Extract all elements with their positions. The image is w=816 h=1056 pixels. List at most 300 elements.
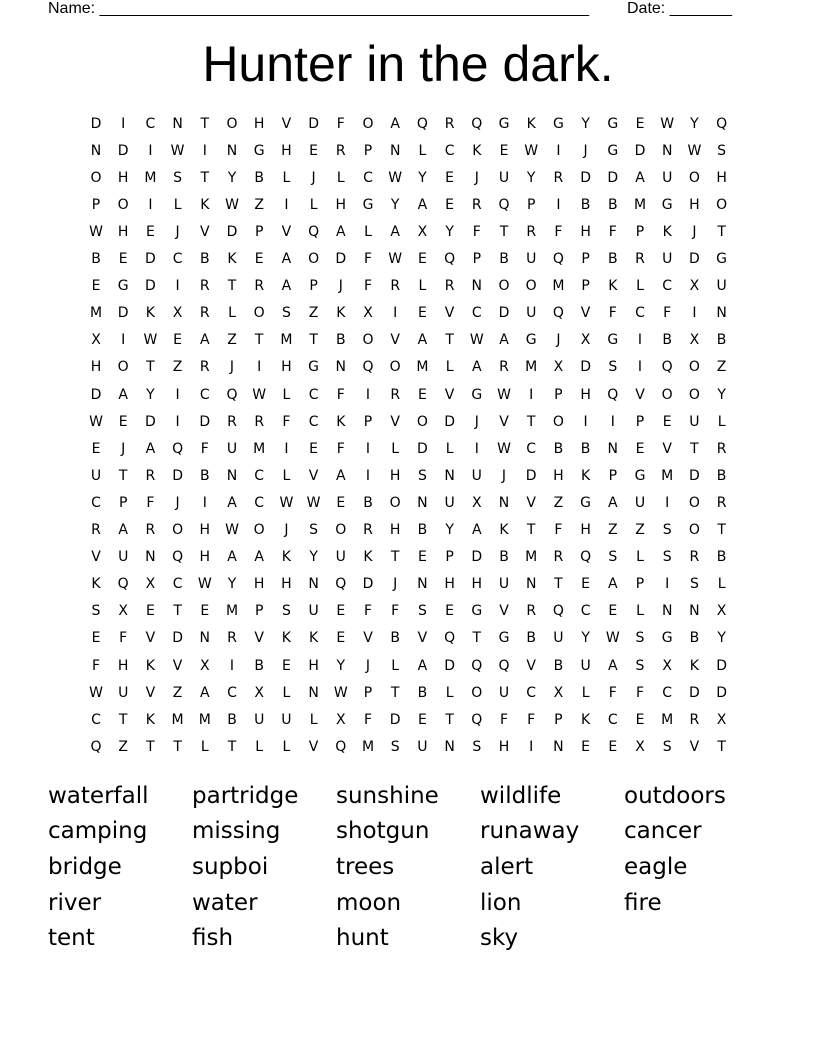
grid-letter: D bbox=[199, 413, 211, 430]
grid-letter: E bbox=[118, 413, 128, 430]
grid-letter: P bbox=[635, 576, 645, 593]
grid-letter: G bbox=[580, 494, 592, 511]
grid-letter: E bbox=[145, 603, 155, 620]
grid-letter: G bbox=[661, 196, 673, 213]
grid-letter: B bbox=[417, 684, 428, 701]
grid-letter: Y bbox=[445, 522, 454, 538]
grid-letter: D bbox=[716, 684, 727, 701]
word-bank-item: trees bbox=[336, 854, 395, 880]
grid-letter: E bbox=[445, 603, 455, 620]
grid-letter: H bbox=[553, 467, 564, 484]
grid-letter: Q bbox=[308, 223, 320, 240]
grid-letter: B bbox=[254, 169, 264, 186]
grid-letter: I bbox=[175, 413, 180, 430]
grid-letter: N bbox=[498, 494, 510, 511]
grid-letter: R bbox=[199, 305, 210, 322]
grid-letter: X bbox=[553, 684, 564, 701]
grid-letter: C bbox=[580, 603, 591, 620]
grid-letter: I bbox=[365, 467, 371, 484]
grid-letter: W bbox=[197, 576, 212, 593]
grid-letter: T bbox=[472, 630, 482, 647]
grid-letter: P bbox=[635, 413, 645, 430]
grid-letter: W bbox=[605, 630, 620, 647]
grid-letter: X bbox=[254, 684, 264, 701]
grid-letter: D bbox=[226, 223, 238, 240]
grid-letter: P bbox=[363, 142, 373, 159]
grid-letter: J bbox=[692, 223, 697, 240]
grid-letter: G bbox=[607, 115, 619, 132]
grid-letter: C bbox=[662, 684, 673, 701]
grid-letter: C bbox=[227, 684, 237, 701]
word-bank-item: tent bbox=[48, 925, 95, 951]
grid-letter: S bbox=[717, 142, 727, 159]
grid-letter: R bbox=[199, 278, 210, 295]
grid-letter: O bbox=[498, 278, 510, 295]
grid-letter: V bbox=[635, 386, 645, 403]
grid-letter: V bbox=[390, 332, 400, 349]
grid-letter: L bbox=[282, 169, 291, 186]
grid-letter: X bbox=[336, 711, 346, 728]
grid-letter: L bbox=[200, 738, 209, 755]
grid-letter: U bbox=[526, 305, 537, 322]
grid-letter: J bbox=[175, 494, 180, 511]
grid-letter: N bbox=[444, 738, 455, 755]
grid-letter: P bbox=[91, 196, 101, 213]
grid-letter: D bbox=[172, 630, 183, 647]
grid-letter: D bbox=[471, 549, 483, 566]
grid-letter: R bbox=[145, 522, 156, 538]
word-bank-item: missing bbox=[192, 818, 281, 844]
grid-letter: L bbox=[336, 169, 345, 186]
grid-letter: E bbox=[608, 603, 618, 620]
grid-letter: M bbox=[633, 196, 647, 213]
grid-letter: A bbox=[281, 251, 292, 267]
grid-letter: G bbox=[607, 142, 619, 159]
grid-letter: O bbox=[362, 332, 374, 349]
grid-letter: J bbox=[365, 657, 371, 674]
grid-letter: D bbox=[145, 251, 156, 267]
grid-letter: V bbox=[200, 223, 210, 240]
grid-letter: N bbox=[553, 738, 564, 755]
grid-letter: B bbox=[689, 630, 700, 647]
word-bank-item: cancer bbox=[624, 818, 702, 844]
grid-letter: C bbox=[199, 386, 210, 403]
grid-letter: Y bbox=[717, 386, 726, 403]
grid-letter: R bbox=[227, 630, 237, 647]
grid-letter: L bbox=[418, 278, 427, 295]
grid-letter: U bbox=[471, 467, 482, 484]
grid-letter: W bbox=[660, 115, 675, 132]
grid-letter: D bbox=[716, 657, 727, 674]
grid-letter: T bbox=[445, 711, 454, 728]
word-bank-item: water bbox=[192, 890, 258, 916]
grid-letter: E bbox=[281, 657, 291, 674]
word-bank-item: fish bbox=[192, 925, 234, 951]
grid-letter: B bbox=[580, 196, 591, 213]
grid-letter: N bbox=[417, 494, 428, 511]
word-bank-item: bridge bbox=[48, 854, 122, 880]
grid-letter: K bbox=[581, 467, 591, 484]
grid-letter: L bbox=[228, 305, 236, 322]
grid-letter: Q bbox=[226, 386, 238, 403]
grid-letter: B bbox=[526, 630, 536, 647]
grid-letter: O bbox=[688, 494, 700, 511]
grid-letter: B bbox=[254, 657, 264, 674]
grid-letter: U bbox=[498, 169, 510, 186]
grid-letter: R bbox=[716, 494, 727, 511]
grid-letter: P bbox=[554, 386, 563, 403]
grid-letter: P bbox=[581, 251, 590, 267]
grid-letter: P bbox=[445, 549, 454, 566]
grid-letter: Q bbox=[716, 115, 728, 132]
grid-letter: K bbox=[581, 711, 591, 728]
grid-letter: V bbox=[499, 413, 509, 430]
grid-letter: J bbox=[284, 522, 289, 538]
grid-letter: H bbox=[281, 142, 292, 159]
grid-letter: C bbox=[254, 494, 265, 511]
grid-letter: F bbox=[336, 115, 345, 132]
grid-letter: Q bbox=[661, 359, 673, 376]
grid-letter: W bbox=[89, 223, 103, 240]
grid-letter: E bbox=[417, 386, 427, 403]
grid-letter: Y bbox=[581, 115, 590, 132]
grid-letter: S bbox=[689, 576, 699, 593]
grid-letter: S bbox=[662, 549, 672, 566]
grid-letter: B bbox=[335, 332, 346, 349]
grid-letter: O bbox=[117, 196, 129, 213]
grid-letter: D bbox=[117, 305, 129, 322]
grid-letter: F bbox=[363, 603, 373, 620]
grid-letter: K bbox=[662, 223, 672, 240]
word-bank-item: moon bbox=[336, 890, 402, 916]
grid-letter: A bbox=[145, 440, 156, 457]
grid-letter: P bbox=[526, 196, 536, 213]
grid-letter: L bbox=[255, 738, 264, 755]
grid-letter: E bbox=[417, 549, 427, 566]
grid-letter: A bbox=[635, 169, 645, 186]
grid-letter: G bbox=[552, 115, 564, 132]
grid-letter: F bbox=[608, 305, 617, 322]
grid-letter: C bbox=[526, 684, 537, 701]
grid-letter: Y bbox=[227, 169, 237, 186]
grid-letter: X bbox=[172, 305, 183, 322]
word-bank-item: sunshine bbox=[336, 783, 439, 809]
grid-letter: A bbox=[118, 522, 128, 538]
grid-letter: O bbox=[362, 115, 374, 132]
grid-letter: N bbox=[607, 440, 619, 457]
grid-letter: P bbox=[254, 603, 264, 620]
grid-letter: N bbox=[661, 603, 673, 620]
grid-letter: N bbox=[689, 603, 700, 620]
grid-letter: F bbox=[91, 657, 101, 674]
grid-letter: B bbox=[199, 467, 210, 484]
grid-letter: E bbox=[635, 711, 645, 728]
grid-letter: G bbox=[525, 332, 537, 349]
grid-letter: Q bbox=[471, 657, 483, 674]
grid-letter: H bbox=[498, 738, 510, 755]
grid-letter: Q bbox=[498, 196, 510, 213]
grid-letter: A bbox=[417, 196, 428, 213]
grid-letter: K bbox=[526, 115, 536, 132]
grid-letter: K bbox=[336, 305, 346, 322]
grid-letter: O bbox=[253, 305, 265, 322]
grid-letter: H bbox=[253, 115, 265, 132]
grid-letter: F bbox=[663, 305, 672, 322]
grid-letter: O bbox=[308, 251, 320, 267]
grid-letter: V bbox=[308, 738, 319, 755]
grid-letter: H bbox=[199, 549, 211, 566]
grid-letter: I bbox=[556, 196, 561, 213]
grid-letter: X bbox=[716, 603, 727, 620]
grid-letter: D bbox=[634, 142, 646, 159]
grid-letter: L bbox=[445, 684, 454, 701]
grid-letter: A bbox=[227, 549, 237, 566]
grid-letter: C bbox=[145, 115, 156, 132]
grid-letter: J bbox=[175, 223, 180, 240]
grid-letter: B bbox=[716, 467, 727, 484]
grid-letter: R bbox=[471, 196, 482, 213]
grid-letter: R bbox=[390, 386, 401, 403]
grid-letter: Z bbox=[227, 332, 237, 349]
grid-letter: I bbox=[284, 440, 289, 457]
grid-letter: R bbox=[526, 603, 537, 620]
grid-letter: L bbox=[173, 196, 182, 213]
grid-letter: U bbox=[90, 467, 102, 484]
grid-letter: I bbox=[148, 196, 153, 213]
grid-letter: A bbox=[390, 115, 400, 132]
grid-letter: H bbox=[281, 359, 292, 376]
grid-letter: H bbox=[389, 467, 401, 484]
grid-letter: B bbox=[716, 549, 727, 566]
grid-letter: T bbox=[445, 332, 454, 349]
grid-letter: I bbox=[202, 142, 207, 159]
grid-letter: M bbox=[198, 711, 211, 728]
grid-letter: U bbox=[498, 576, 510, 593]
grid-letter: B bbox=[662, 332, 672, 349]
grid-letter: N bbox=[471, 278, 483, 295]
grid-letter: N bbox=[226, 142, 238, 159]
grid-letter: Q bbox=[117, 576, 129, 593]
grid-letter: P bbox=[363, 413, 373, 430]
grid-letter: N bbox=[145, 549, 156, 566]
grid-letter: I bbox=[556, 142, 561, 159]
word-bank-item: camping bbox=[48, 818, 148, 844]
grid-letter: S bbox=[173, 169, 183, 186]
grid-letter: F bbox=[146, 494, 155, 511]
grid-letter: L bbox=[636, 549, 644, 566]
grid-letter: H bbox=[335, 196, 347, 213]
grid-letter: J bbox=[229, 359, 235, 376]
grid-letter: A bbox=[336, 467, 346, 484]
grid-letter: G bbox=[471, 386, 483, 403]
grid-letter: F bbox=[200, 440, 209, 457]
grid-letter: W bbox=[333, 684, 348, 701]
grid-letter: V bbox=[172, 657, 183, 674]
grid-letter: W bbox=[687, 142, 702, 159]
grid-letter: Q bbox=[498, 657, 510, 674]
grid-letter: L bbox=[636, 278, 644, 295]
grid-letter: E bbox=[91, 278, 101, 295]
grid-letter: M bbox=[661, 711, 674, 728]
grid-letter: A bbox=[118, 386, 128, 403]
grid-letter: N bbox=[716, 305, 727, 322]
grid-letter: Q bbox=[172, 440, 184, 457]
grid-letter: W bbox=[225, 522, 239, 538]
grid-letter: I bbox=[229, 657, 235, 674]
grid-letter: A bbox=[254, 549, 264, 566]
grid-letter: G bbox=[661, 630, 673, 647]
word-bank-item: supboi bbox=[192, 854, 269, 880]
grid-letter: G bbox=[634, 467, 646, 484]
grid-letter: P bbox=[363, 684, 373, 701]
grid-letter: B bbox=[499, 549, 509, 566]
grid-letter: J bbox=[501, 467, 507, 484]
grid-letter: C bbox=[91, 711, 101, 728]
grid-letter: C bbox=[308, 413, 319, 430]
grid-letter: Q bbox=[607, 386, 619, 403]
grid-letter: O bbox=[688, 359, 700, 376]
grid-letter: Q bbox=[335, 738, 347, 755]
grid-letter: T bbox=[390, 549, 400, 566]
word-bank-item: sky bbox=[480, 925, 519, 951]
grid-letter: Q bbox=[552, 603, 564, 620]
grid-letter: A bbox=[608, 494, 618, 511]
grid-letter: E bbox=[581, 576, 591, 593]
grid-letter: V bbox=[444, 386, 455, 403]
grid-letter: V bbox=[281, 115, 292, 132]
grid-letter: L bbox=[282, 738, 291, 755]
grid-letter: D bbox=[580, 169, 591, 186]
grid-letter: L bbox=[717, 576, 726, 593]
grid-letter: X bbox=[145, 576, 156, 593]
grid-letter: A bbox=[472, 522, 482, 538]
grid-letter: Z bbox=[308, 305, 319, 322]
grid-letter: Q bbox=[444, 630, 456, 647]
grid-letter: H bbox=[117, 223, 129, 240]
word-bank-item: shotgun bbox=[336, 818, 430, 844]
grid-letter: X bbox=[662, 657, 672, 674]
grid-letter: E bbox=[635, 440, 645, 457]
grid-letter: W bbox=[306, 494, 321, 511]
grid-letter: H bbox=[90, 359, 102, 376]
grid-letter: I bbox=[610, 413, 615, 430]
grid-letter: I bbox=[529, 738, 534, 755]
grid-letter: B bbox=[553, 657, 564, 674]
grid-letter: C bbox=[172, 576, 183, 593]
grid-letter: T bbox=[717, 223, 726, 240]
grid-letter: E bbox=[91, 630, 101, 647]
grid-letter: D bbox=[580, 359, 591, 376]
grid-letter: F bbox=[554, 223, 563, 240]
grid-letter: S bbox=[662, 738, 672, 755]
grid-letter: J bbox=[556, 332, 561, 349]
grid-letter: O bbox=[172, 522, 184, 538]
grid-letter: K bbox=[472, 142, 482, 159]
grid-letter: R bbox=[689, 549, 700, 566]
grid-letter: O bbox=[688, 169, 700, 186]
grid-letter: U bbox=[226, 440, 238, 457]
grid-letter: U bbox=[444, 494, 455, 511]
grid-letter: R bbox=[254, 278, 265, 295]
grid-letter: T bbox=[254, 332, 264, 349]
grid-letter: K bbox=[608, 278, 618, 295]
grid-letter: Q bbox=[580, 549, 592, 566]
grid-letter: G bbox=[498, 115, 510, 132]
grid-letter: D bbox=[145, 413, 156, 430]
grid-letter: P bbox=[309, 278, 318, 295]
grid-letter: B bbox=[91, 251, 101, 267]
grid-letter: X bbox=[635, 738, 645, 755]
grid-letter: U bbox=[689, 413, 700, 430]
grid-letter: H bbox=[580, 223, 591, 240]
grid-letter: I bbox=[284, 196, 289, 213]
grid-letter: U bbox=[417, 738, 428, 755]
grid-letter: R bbox=[444, 115, 455, 132]
word-bank-item: alert bbox=[480, 854, 534, 880]
grid-letter: F bbox=[554, 522, 563, 538]
grid-letter: W bbox=[89, 684, 103, 701]
grid-letter: X bbox=[580, 332, 591, 349]
grid-letter: V bbox=[689, 738, 700, 755]
grid-letter: J bbox=[311, 169, 316, 186]
grid-letter: E bbox=[309, 440, 319, 457]
grid-letter: S bbox=[390, 738, 400, 755]
grid-letter: U bbox=[526, 251, 537, 267]
grid-letter: S bbox=[472, 738, 482, 755]
grid-letter: N bbox=[226, 467, 238, 484]
grid-letter: Q bbox=[90, 738, 102, 755]
grid-letter: V bbox=[662, 440, 672, 457]
grid-letter: W bbox=[279, 494, 294, 511]
grid-letter: P bbox=[118, 494, 128, 511]
grid-letter: B bbox=[499, 251, 509, 267]
grid-letter: C bbox=[363, 169, 373, 186]
grid-letter: M bbox=[171, 711, 184, 728]
grid-letter: H bbox=[716, 169, 727, 186]
grid-letter: X bbox=[118, 603, 128, 620]
grid-letter: S bbox=[635, 630, 645, 647]
grid-letter: A bbox=[200, 684, 210, 701]
grid-letter: L bbox=[282, 386, 291, 403]
grid-letter: S bbox=[417, 467, 427, 484]
grid-letter: Z bbox=[118, 738, 128, 755]
grid-letter: A bbox=[227, 494, 237, 511]
grid-letter: E bbox=[118, 251, 128, 267]
grid-letter: R bbox=[689, 711, 700, 728]
grid-letter: L bbox=[445, 440, 454, 457]
grid-letter: X bbox=[363, 305, 373, 322]
grid-letter: O bbox=[226, 115, 238, 132]
grid-letter: F bbox=[635, 684, 645, 701]
grid-letter: W bbox=[143, 332, 158, 349]
grid-letter: Z bbox=[172, 684, 183, 701]
grid-letter: J bbox=[393, 576, 398, 593]
grid-letter: K bbox=[145, 305, 155, 322]
grid-letter: K bbox=[145, 657, 155, 674]
grid-letter: C bbox=[471, 305, 482, 322]
grid-letter: Q bbox=[335, 576, 347, 593]
grid-letter: V bbox=[91, 549, 101, 566]
grid-letter: Z bbox=[553, 494, 564, 511]
grid-letter: T bbox=[717, 522, 726, 538]
grid-letter: Z bbox=[172, 359, 183, 376]
grid-letter: B bbox=[607, 251, 618, 267]
grid-letter: I bbox=[583, 413, 588, 430]
grid-letter: R bbox=[91, 522, 101, 538]
grid-letter: W bbox=[469, 332, 484, 349]
grid-letter: E bbox=[336, 494, 346, 511]
grid-letter: E bbox=[581, 738, 591, 755]
